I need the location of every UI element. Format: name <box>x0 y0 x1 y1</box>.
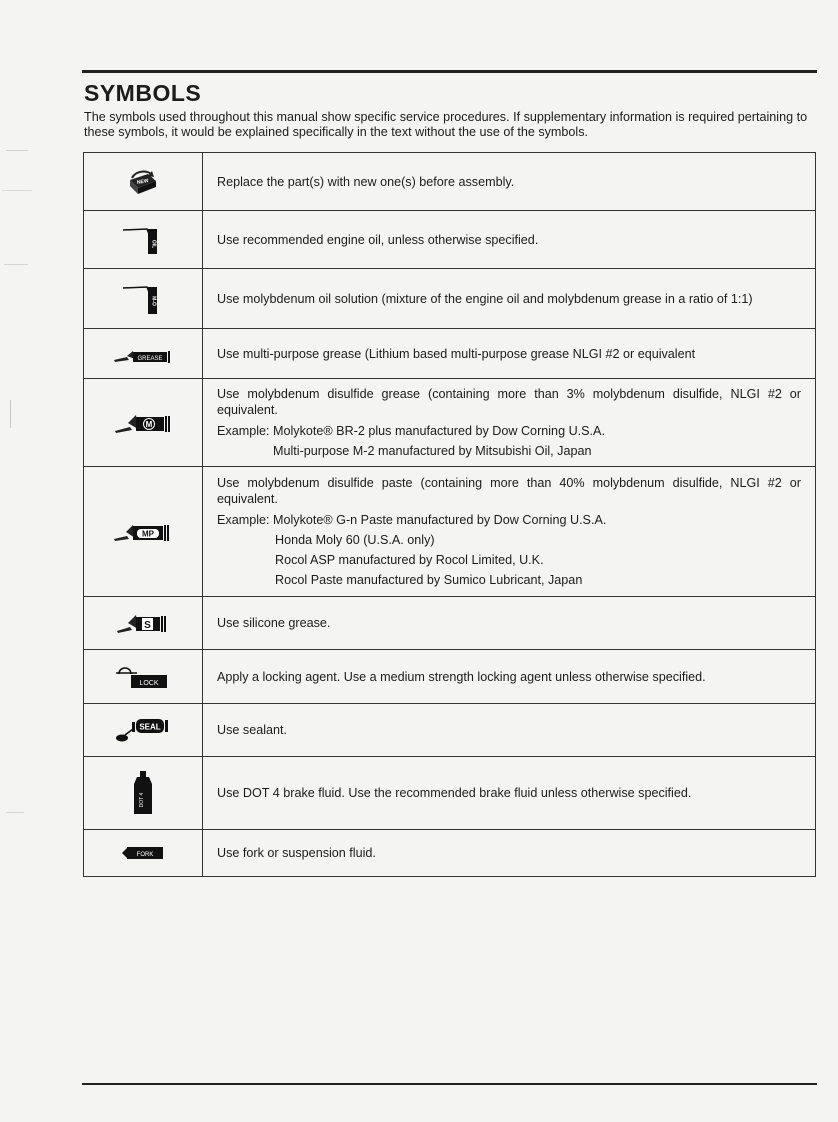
icon-cell <box>84 597 203 650</box>
moly-grease-icon <box>114 411 172 435</box>
example-item: Rocol Paste manufactured by Sumico Lubricant, Japan <box>275 573 583 587</box>
svg-text:LOCK: LOCK <box>139 679 159 687</box>
example-block <box>217 512 801 588</box>
top-rule <box>82 70 817 73</box>
engine-oil-icon <box>121 224 165 256</box>
moly-oil-solution-icon <box>121 282 165 316</box>
description-cell: Use silicone grease. <box>203 597 816 650</box>
symbols-table <box>83 152 816 877</box>
svg-text:OIL: OIL <box>150 239 157 248</box>
moly-paste-icon <box>113 521 173 543</box>
description-cell <box>203 379 816 467</box>
svg-text:DOT 4: DOT 4 <box>139 792 145 808</box>
example-item: Molykote® BR-2 plus manufactured by Dow Corning U.S.A. <box>273 424 605 438</box>
description-cell: Use multi-purpose grease (Lithium based multi-purpose grease NLGI #2 or equivalent <box>203 329 816 379</box>
example-label: Example: <box>217 513 270 527</box>
svg-text:M: M <box>145 419 153 429</box>
scan-speck <box>4 264 28 265</box>
svg-text:FORK: FORK <box>136 852 154 858</box>
icon-cell <box>84 211 203 269</box>
page-title: SYMBOLS <box>84 80 202 106</box>
description-cell: Apply a locking agent. Use a medium strength locking agent unless otherwise specified. <box>203 650 816 704</box>
bottom-rule <box>82 1083 817 1085</box>
intro-paragraph: The symbols used throughout this manual show specific service procedures. If supplementary information is required pertaining to these symbols, it would be explained specifically in the text without the use of the symbols. <box>84 110 808 139</box>
icon-cell <box>84 830 203 877</box>
new-part-icon <box>126 169 160 195</box>
svg-text:SEAL: SEAL <box>139 722 161 732</box>
table-row <box>84 650 816 704</box>
description-text: Use molybdenum disulfide grease (containing more than 3% molybdenum disulfide, NLGI #2 or equivalent. <box>217 387 801 417</box>
icon-cell <box>84 329 203 379</box>
example-label: Example: <box>217 424 270 438</box>
description-cell: Replace the part(s) with new one(s) before assembly. <box>203 153 816 211</box>
table-row <box>84 211 816 269</box>
scan-speck <box>2 190 32 191</box>
svg-text:GREASE: GREASE <box>137 355 163 362</box>
example-item: Rocol ASP manufactured by Rocol Limited, U.K. <box>275 553 544 567</box>
icon-cell <box>84 153 203 211</box>
description-cell: Use sealant. <box>203 704 816 757</box>
example-block <box>217 423 801 459</box>
example-item: Multi-purpose M-2 manufactured by Mitsubishi Oil, Japan <box>273 444 592 458</box>
icon-cell <box>84 757 203 830</box>
sealant-icon <box>115 716 171 744</box>
table-row <box>84 153 816 211</box>
svg-text:M-O: M-O <box>150 295 157 306</box>
fork-fluid-icon <box>121 844 165 862</box>
example-item: Honda Moly 60 (U.S.A. only) <box>275 533 435 547</box>
example-row <box>217 443 801 459</box>
icon-cell <box>84 269 203 329</box>
table-row <box>84 757 816 830</box>
locking-agent-icon <box>115 664 171 690</box>
table-row <box>84 597 816 650</box>
icon-cell <box>84 650 203 704</box>
brake-fluid-icon <box>131 770 155 816</box>
description-text: Use molybdenum disulfide paste (containing more than 40% molybdenum disulfide, NLGI #2 or equivalent. <box>217 476 801 506</box>
icon-cell <box>84 704 203 757</box>
svg-text:S: S <box>144 620 151 631</box>
description-cell: Use fork or suspension fluid. <box>203 830 816 877</box>
icon-cell <box>84 379 203 467</box>
description-cell <box>203 467 816 597</box>
table-row <box>84 269 816 329</box>
svg-text:NEW: NEW <box>136 177 150 186</box>
scan-speck <box>6 150 28 151</box>
example-row <box>217 552 801 568</box>
grease-gun-icon <box>113 343 173 365</box>
table-row <box>84 379 816 467</box>
description-cell: Use molybdenum oil solution (mixture of the engine oil and molybdenum grease in a ratio of 1:1) <box>203 269 816 329</box>
table-row <box>84 467 816 597</box>
description-cell: Use recommended engine oil, unless otherwise specified. <box>203 211 816 269</box>
table-row <box>84 704 816 757</box>
svg-text:MP: MP <box>142 529 154 538</box>
example-item: Molykote® G-n Paste manufactured by Dow Corning U.S.A. <box>273 513 607 527</box>
silicone-grease-icon <box>116 611 170 635</box>
table-row <box>84 830 816 877</box>
example-row <box>217 423 801 439</box>
example-row <box>217 572 801 588</box>
description-cell: Use DOT 4 brake fluid. Use the recommended brake fluid unless otherwise specified. <box>203 757 816 830</box>
example-row <box>217 512 801 528</box>
icon-cell <box>84 467 203 597</box>
scan-speck <box>10 400 11 428</box>
example-row <box>217 532 801 548</box>
table-row <box>84 329 816 379</box>
scan-speck <box>6 812 24 813</box>
